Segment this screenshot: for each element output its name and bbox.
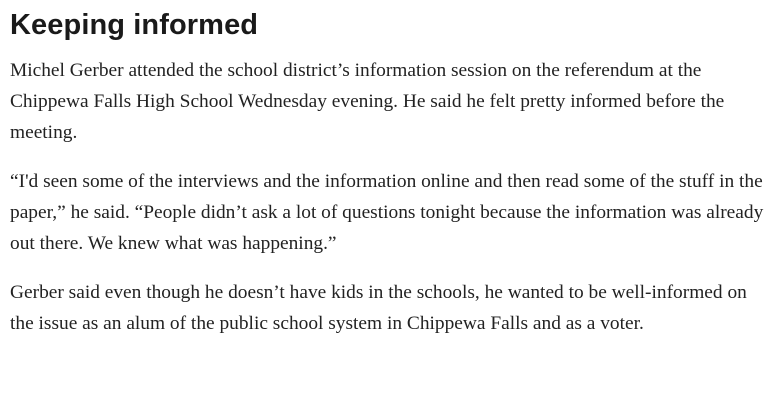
- paragraph-attendance: Michel Gerber attended the school district’s information session on the referendum at the Chippewa Falls High School Wednesday evening. He said he felt pretty informed before the meeting.: [10, 60, 725, 143]
- paragraph-voter: Gerber said even though he doesn’t have kids in the schools, he wanted to be well-informed on the issue as an alum of the public school system in Chippewa Falls and as a voter.: [10, 282, 747, 334]
- article-body: [10, 0, 771, 339]
- paragraph-quote: “I'd seen some of the interviews and the information online and then read some of the stuff in the paper,” he said. “People didn’t ask a lot of questions tonight because the information was already out there. We knew what was happening.”: [10, 171, 764, 254]
- section-heading: Keeping informed: [10, 9, 259, 41]
